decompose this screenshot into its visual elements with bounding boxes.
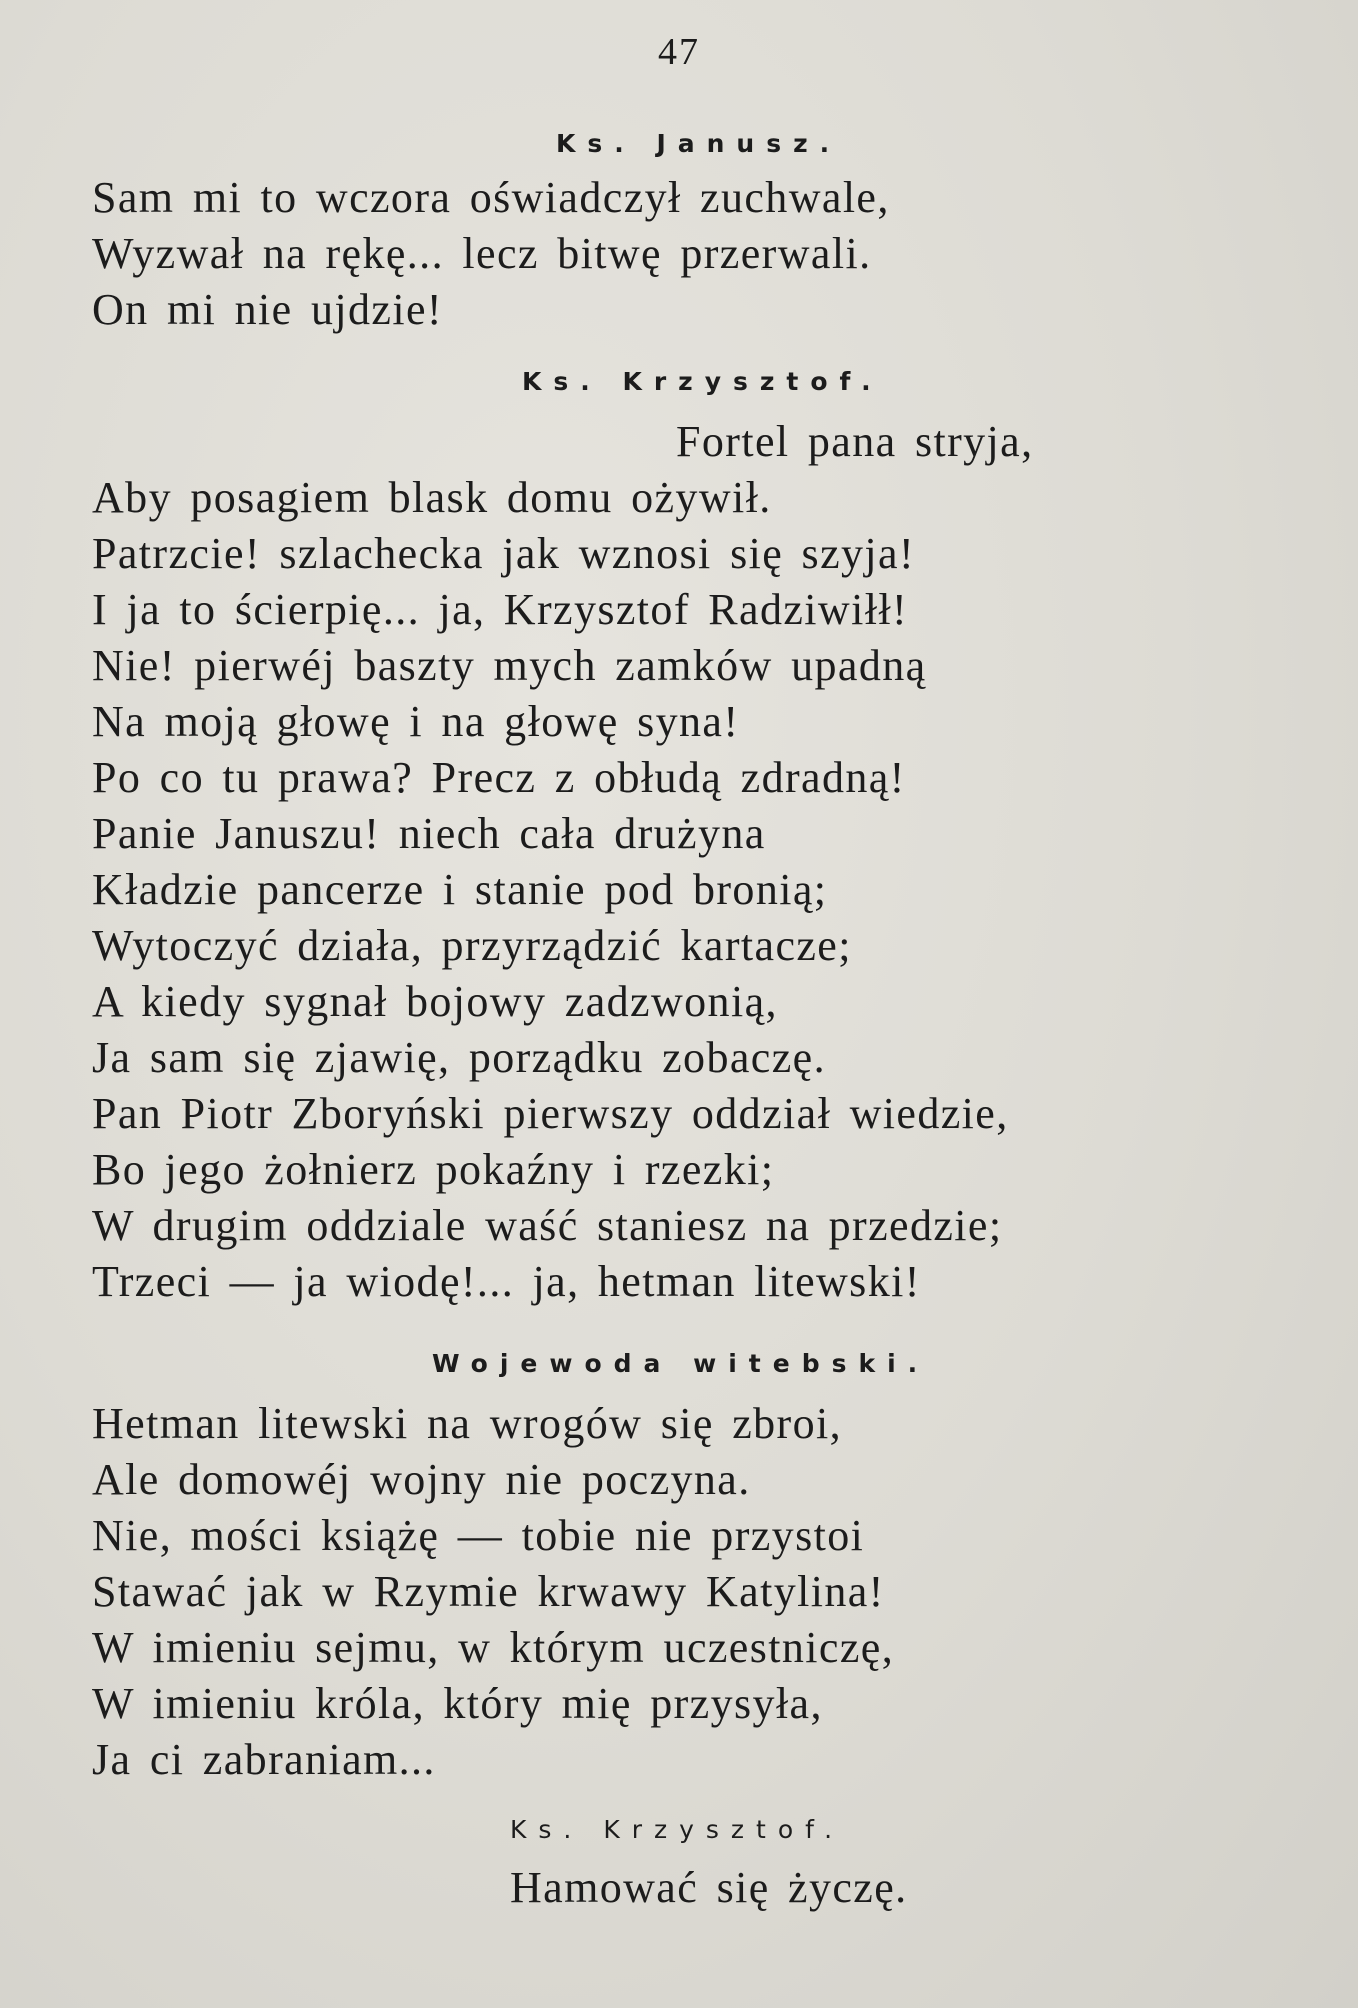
verse-line: Hamować się życzę. — [510, 1863, 908, 1912]
verse-line: Bo jego żołnierz pokaźny i rzezki; — [92, 1145, 775, 1194]
verse-line: Nie! pierwéj baszty mych zamków upadną — [92, 641, 927, 690]
speaker-name: Wojewoda witebski. — [432, 1349, 930, 1378]
verse-line: W imieniu sejmu, w którym uczestniczę, — [92, 1623, 895, 1672]
verse-line: Ja sam się zjawię, porządku zobaczę. — [92, 1033, 826, 1082]
verse-line: Wyzwał na rękę... lecz bitwę przerwali. — [92, 229, 872, 278]
verse-line: W imieniu króla, który mię przysyła, — [92, 1679, 823, 1728]
verse-line: Wytoczyć działa, przyrządzić kartacze; — [92, 921, 852, 970]
verse-line: Po co tu prawa? Precz z obłudą zdradną! — [92, 753, 906, 802]
speaker-name: Ks. Krzysztof. — [510, 1815, 845, 1844]
verse-line: Aby posagiem blask domu ożywił. — [92, 473, 772, 522]
verse-line: Hetman litewski na wrogów się zbroi, — [92, 1399, 843, 1448]
verse-line: On mi nie ujdzie! — [92, 285, 443, 334]
verse-line: Ja ci zabraniam... — [92, 1735, 436, 1784]
speaker-name: Ks. Janusz. — [556, 129, 842, 158]
verse-line: Trzeci — ja wiodę!... ja, hetman litewski! — [92, 1257, 921, 1306]
verse-line: Stawać jak w Rzymie krwawy Katylina! — [92, 1567, 885, 1616]
verse-line: Kładzie pancerze i stanie pod bronią; — [92, 865, 828, 914]
verse-line: Nie, mości książę — tobie nie przystoi — [92, 1511, 865, 1560]
verse-line: Panie Januszu! niech cała drużyna — [92, 809, 766, 858]
verse-line: Sam mi to wczora oświadczył zuchwale, — [92, 173, 890, 222]
verse-line: Patrzcie! szlachecka jak wznosi się szyja! — [92, 529, 916, 578]
verse-line: Pan Piotr Zboryński pierwszy oddział wiedzie, — [92, 1089, 1009, 1138]
verse-line: I ja to ścierpię... ja, Krzysztof Radziwiłł! — [92, 585, 909, 634]
page-number: 47 — [658, 31, 700, 73]
verse-line: A kiedy sygnał bojowy zadzwonią, — [92, 977, 778, 1026]
verse-line: W drugim oddziale waść staniesz na przedzie; — [92, 1201, 1003, 1250]
verse-line: Fortel pana stryja, — [676, 417, 1034, 466]
verse-line: Ale domowéj wojny nie poczyna. — [92, 1455, 751, 1504]
verse-line: Na moją głowę i na głowę syna! — [92, 697, 740, 746]
speaker-name: Ks. Krzysztof. — [522, 367, 883, 396]
